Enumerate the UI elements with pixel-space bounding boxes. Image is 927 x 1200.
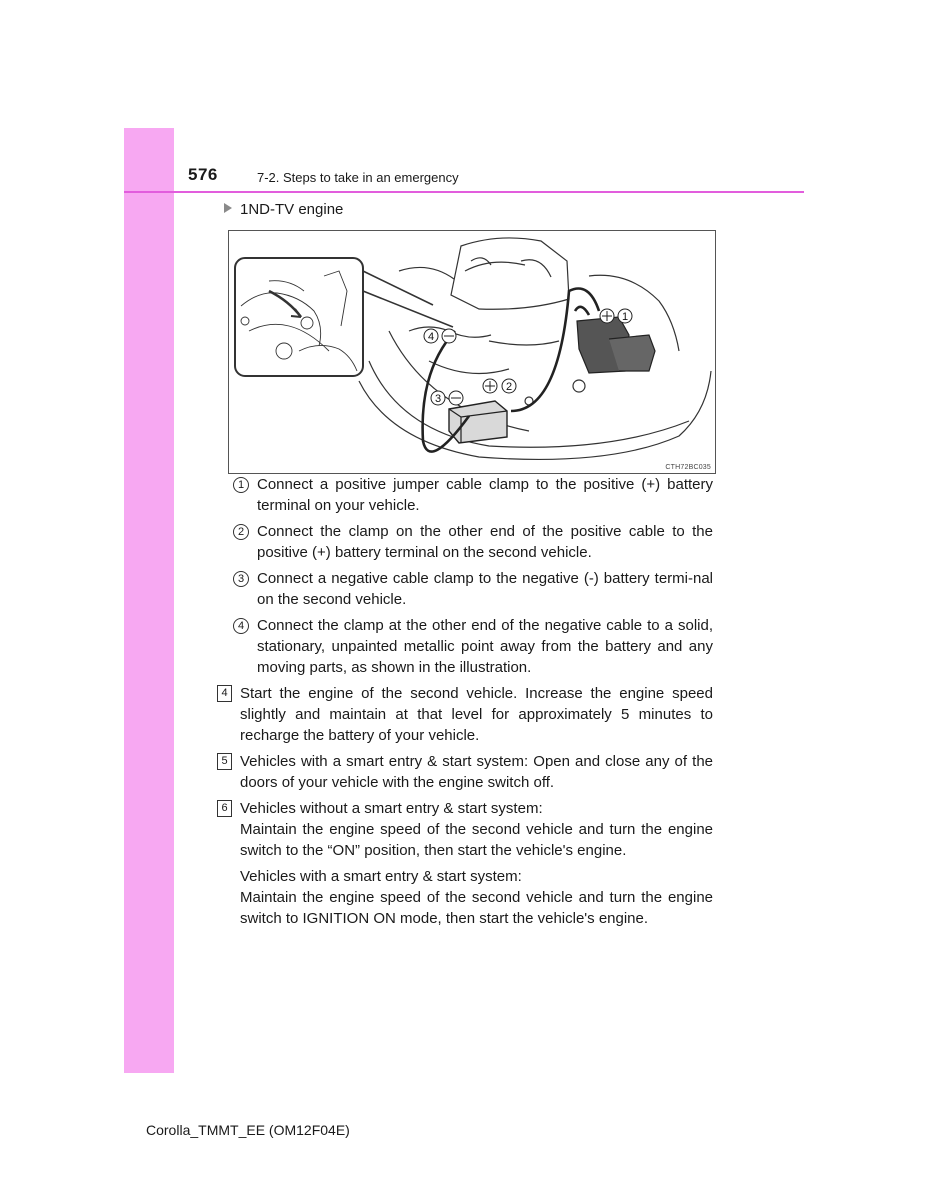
circled-number: 2 bbox=[233, 524, 249, 540]
callout-4: 4 bbox=[427, 331, 435, 343]
callout-1: 1 bbox=[621, 311, 629, 323]
step-number-box: 4 bbox=[217, 685, 232, 702]
page-number: 576 bbox=[188, 165, 218, 184]
circled-number: 3 bbox=[233, 571, 249, 587]
step-4 bbox=[217, 683, 713, 746]
step-6 bbox=[217, 798, 713, 929]
callout-2: 2 bbox=[505, 381, 513, 393]
substep-text: Connect a positive jumper cable clamp to the positive (+) battery terminal on your vehicle. bbox=[257, 476, 713, 514]
step-condition: Vehicles without a smart entry & start system: bbox=[240, 800, 543, 817]
circled-number: 4 bbox=[233, 618, 249, 634]
step-5 bbox=[217, 751, 713, 793]
step-text: Maintain the engine speed of the second vehicle and turn the engine switch to the “ON” position, then start the vehicle's engine. bbox=[240, 821, 713, 859]
figure-code: CTH72BC035 bbox=[665, 464, 711, 471]
step-text: Start the engine of the second vehicle. Increase the engine speed slightly and maintain at that level for approximately 5 minutes to recharge the battery of your vehicle. bbox=[240, 685, 713, 744]
header-rule bbox=[124, 191, 804, 193]
step-text: Vehicles with a smart entry & start system: Open and close any of the doors of your vehicle with the engine switch off. bbox=[240, 753, 713, 791]
step-condition: Vehicles with a smart entry & start system: bbox=[240, 868, 522, 885]
inset-ground-point-detail bbox=[241, 271, 357, 371]
section-title: 7-2. Steps to take in an emergency bbox=[257, 170, 459, 185]
engine-bay-drawing bbox=[229, 231, 715, 473]
engine-heading-label: 1ND-TV engine bbox=[240, 201, 344, 218]
engine-heading bbox=[224, 201, 343, 218]
substep-2 bbox=[233, 521, 713, 563]
step-number-box: 6 bbox=[217, 800, 232, 817]
chapter-tab bbox=[124, 128, 174, 1073]
substep-text: Connect the clamp on the other end of the positive cable to the positive (+) battery terminal on the second vehicle. bbox=[257, 523, 713, 561]
substep-3 bbox=[233, 568, 713, 610]
jump-start-illustration bbox=[228, 230, 716, 474]
callout-3: 3 bbox=[434, 393, 442, 405]
substep-4 bbox=[233, 615, 713, 678]
substep-text: Connect a negative cable clamp to the negative (-) battery termi-nal on the second vehicle. bbox=[257, 570, 713, 608]
circled-number: 1 bbox=[233, 477, 249, 493]
step-number-box: 5 bbox=[217, 753, 232, 770]
step-text: Maintain the engine speed of the second vehicle and turn the engine switch to IGNITION ON mode, then start the vehicle's engine. bbox=[240, 889, 713, 927]
footer-doc-id: Corolla_TMMT_EE (OM12F04E) bbox=[146, 1122, 350, 1138]
substep-1 bbox=[233, 474, 713, 516]
substep-text: Connect the clamp at the other end of the negative cable to a solid, stationary, unpainted metallic point away from the battery and any moving parts, as shown in the illustration. bbox=[257, 617, 713, 676]
triangle-bullet-icon bbox=[224, 203, 232, 213]
